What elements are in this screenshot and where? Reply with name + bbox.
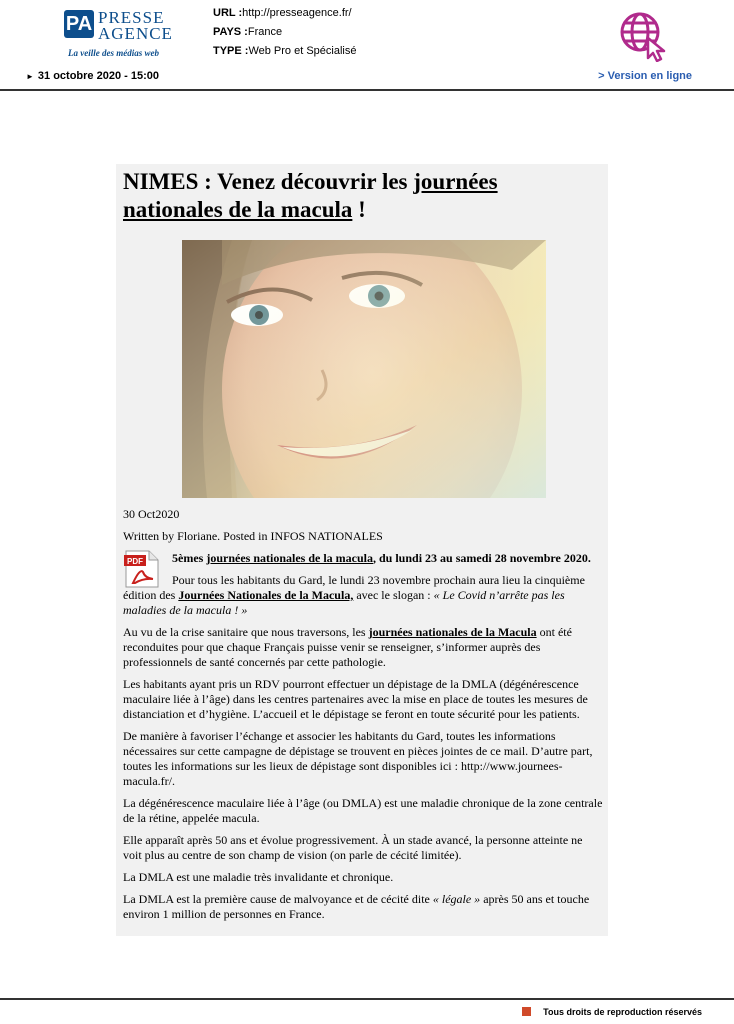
article-clipping bbox=[116, 164, 608, 936]
paragraph-8 bbox=[123, 892, 603, 922]
url-label: URL : bbox=[213, 7, 243, 19]
p2-text-a: Au vu de la crise sanitaire que nous traversons, les bbox=[123, 625, 366, 639]
article-photo bbox=[182, 240, 546, 498]
p2-link[interactable]: journées nationales de la Macula bbox=[368, 625, 537, 639]
paragraph-6: Elle apparaît après 50 ans et évolue progressivement. À un stade avancé, la personne atteinte ne voit plus au centre de son champ de vision (on parle de cécité limitée). bbox=[123, 833, 583, 862]
copyright-square-icon bbox=[522, 1007, 531, 1016]
clipping-date bbox=[26, 70, 159, 82]
paragraph-4: De manière à favoriser l’échange et associer les habitants du Gard, toutes les informations nécessaires sur cette campagne de dépistage se trouvent en pièces jointes de ce mail. D’autre part, toutes les informations sur les lieux de dépistage sont disponibles ici : http://www.journees-macula.fr/. bbox=[123, 729, 593, 788]
rights-notice bbox=[522, 1007, 702, 1017]
type-label: TYPE : bbox=[213, 45, 249, 57]
p8-quote: « légale » bbox=[432, 892, 481, 906]
article-byline: Written by Floriane. Posted in INFOS NATIONALES bbox=[123, 529, 383, 543]
p1-link[interactable]: Journées Nationales de la Macula, bbox=[178, 588, 354, 602]
paragraph-3: Les habitants ayant pris un RDV pourront effectuer un dépistage de la DMLA (dégénérescence maculaire liée à l’âge) dans les centres partenaires avec la mise en place de toutes les mesures de distanciation et d’hygiène. L’accueil et le dépistage se feront en toute sécurité pour les patients. bbox=[123, 677, 588, 721]
lead-link[interactable]: journées nationales de la macula bbox=[206, 551, 373, 565]
lead-prefix: 5èmes bbox=[172, 551, 204, 565]
logo-line1: PRESSE bbox=[98, 8, 165, 27]
header-divider bbox=[0, 89, 734, 91]
pdf-label: PDF bbox=[127, 557, 143, 566]
pays-label: PAYS : bbox=[213, 26, 248, 38]
title-suffix: ! bbox=[358, 197, 366, 222]
article-lead bbox=[123, 551, 603, 566]
p2-text-b: ont été reconduites pour que chaque Français puisse venir se renseigner, s’informer auprès des professionnels de santé concernés par cette pathologie. bbox=[123, 625, 572, 669]
logo-line2: AGENCE bbox=[98, 24, 173, 43]
article-title bbox=[123, 168, 593, 224]
lead-suffix: , du lundi 23 au samedi 28 novembre 2020. bbox=[373, 551, 591, 565]
version-en-ligne-link[interactable]: > Version en ligne bbox=[598, 70, 692, 82]
p1-text-b: avec le slogan : bbox=[356, 588, 431, 602]
presse-agence-logo bbox=[64, 8, 174, 64]
globe-cursor-icon[interactable] bbox=[618, 10, 670, 62]
title-prefix: NIMES : Venez découvrir les bbox=[123, 169, 408, 194]
source-meta bbox=[213, 4, 356, 61]
url-value: http://presseagence.fr/ bbox=[242, 7, 352, 19]
title-link[interactable]: journées nationales de la macula bbox=[123, 169, 498, 222]
logo-pa-badge: PA bbox=[64, 10, 94, 38]
paragraph-2 bbox=[123, 625, 603, 670]
article-date: 30 Oct2020 bbox=[123, 507, 180, 521]
p8-text-b: après 50 ans et touche environ 1 million de personnes en France. bbox=[123, 892, 590, 921]
paragraph-7: La DMLA est une maladie très invalidante et chronique. bbox=[123, 870, 394, 884]
clipping-date-text: 31 octobre 2020 - 15:00 bbox=[37, 70, 159, 82]
pdf-icon[interactable] bbox=[123, 550, 161, 588]
article-body bbox=[123, 507, 603, 929]
footer-divider bbox=[0, 998, 734, 1000]
logo-tagline: La veille des médias web bbox=[68, 48, 159, 58]
type-value: Web Pro et Spécialisé bbox=[248, 45, 357, 57]
p8-text-a: La DMLA est la première cause de malvoyance et de cécité dite bbox=[123, 892, 430, 906]
rights-text: Tous droits de reproduction réservés bbox=[543, 1007, 702, 1017]
paragraph-5: La dégénérescence maculaire liée à l’âge (ou DMLA) est une maladie chronique de la zone centrale de la rétine, appelée macula. bbox=[123, 796, 603, 825]
paragraph-1 bbox=[123, 573, 603, 618]
p1-text-a: Pour tous les habitants du Gard, le lundi 23 novembre prochain aura lieu la cinquième édition des bbox=[123, 573, 585, 602]
pays-value: France bbox=[247, 26, 283, 38]
p1-quote: « Le Covid n’arrête pas les maladies de la macula ! » bbox=[123, 588, 565, 617]
triangle-right-icon: ► bbox=[26, 72, 34, 81]
